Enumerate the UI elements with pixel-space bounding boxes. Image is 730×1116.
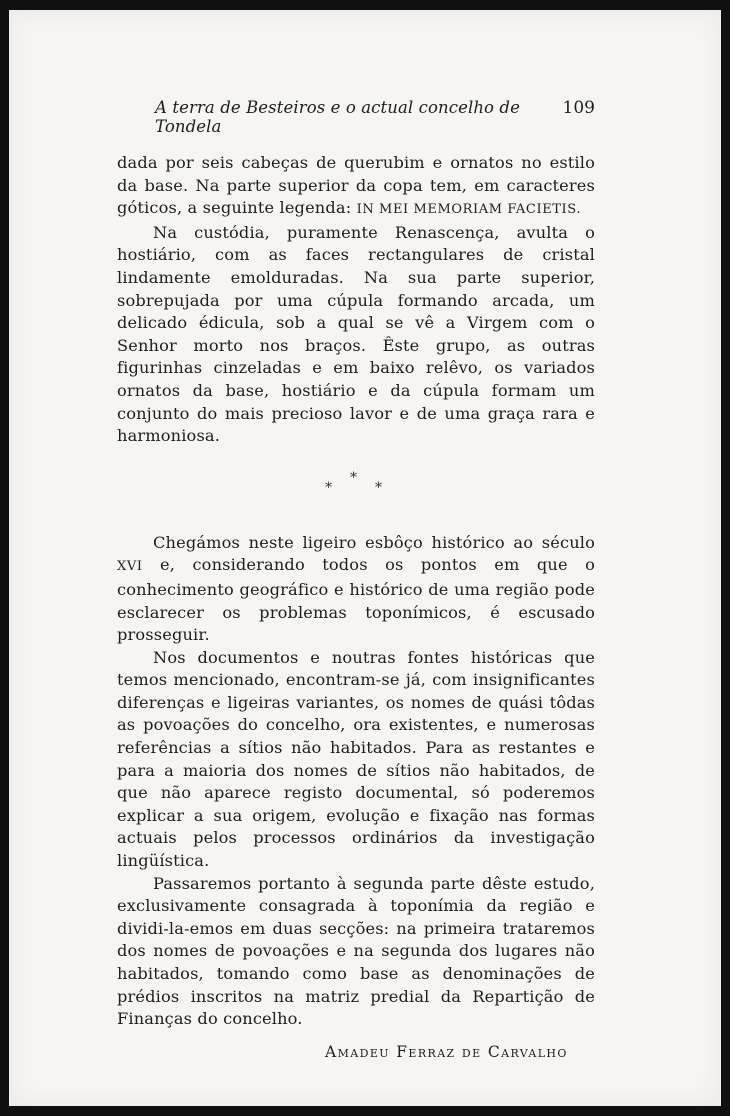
- paragraph-2: Na custódia, puramente Renascença, avulta o hostiário, com as faces rectangulares de cristal lindamente emolduradas. Na sua parte superior, sobrepujada por uma cúpula formando arcada, um delicado édicula, sob a qual se vê a Virgem com o Senhor morto nos braços. Êste grupo, as outras figurinhas cinzeladas e em baixo relêvo, os variados ornatos da base, hostiário e da cúpula formam um conjunto do mais precioso lavor e de uma graça rara e harmoniosa.: [117, 222, 595, 446]
- asterism-star-top: *: [350, 469, 357, 486]
- paragraph-3: [117, 532, 595, 647]
- asterism-star-right: *: [375, 479, 382, 496]
- latin-legend: IN MEI MEMORIAM FACIETIS.: [356, 202, 582, 218]
- page-number: 109: [562, 98, 595, 118]
- asterism-divider: [117, 448, 595, 532]
- paragraph-5: Passaremos portanto à segunda parte dêste estudo, exclusivamente consagrada à toponímia da região e dividi-la-emos em duas secções: na primeira trataremos dos nomes de povoações e na segunda dos lugares não habitados, tomando como base as denominações de prédios inscritos na matriz predial da Repartição de Finanças do concelho.: [117, 873, 595, 1029]
- paragraph-3-text-a: Chegámos neste ligeiro esbôço histórico ao século: [153, 532, 595, 552]
- paragraph-1: [117, 152, 595, 222]
- text-block: [117, 98, 595, 1061]
- century-numeral: XVI: [117, 559, 143, 575]
- running-head: [117, 98, 595, 136]
- running-title: A terra de Besteiros e o actual concelho de Tondela: [155, 98, 520, 136]
- author-signature: Amadeu Ferraz de Carvalho: [325, 1042, 568, 1061]
- book-page: [9, 10, 721, 1106]
- asterism-star-left: *: [325, 479, 332, 496]
- paragraph-3-text-b: e, considerando todos os pontos em que o conhecimento geográfico e histórico de uma região pode esclarecer os problemas toponímicos, é escusado prosseguir.: [117, 555, 596, 645]
- paragraph-1-text: dada por seis cabeças de querubim e ornatos no estilo da base. Na parte superior da copa tem, em caracteres góticos, a seguinte legenda:: [117, 153, 595, 218]
- paragraph-4: Nos documentos e noutras fontes históricas que temos mencionado, encontram-se já, com insignificantes diferenças e ligeiras variantes, os nomes de quási tôdas as povoações do concelho, ora existentes, e numerosas referências a sítios não habitados. Para as restantes e para a maioria dos nomes de sítios não habitados, de que não aparece registo documental, só poderemos explicar a sua origem, evolução e fixação nas formas actuais pelos processos ordinários da investigação lingüística.: [117, 647, 595, 871]
